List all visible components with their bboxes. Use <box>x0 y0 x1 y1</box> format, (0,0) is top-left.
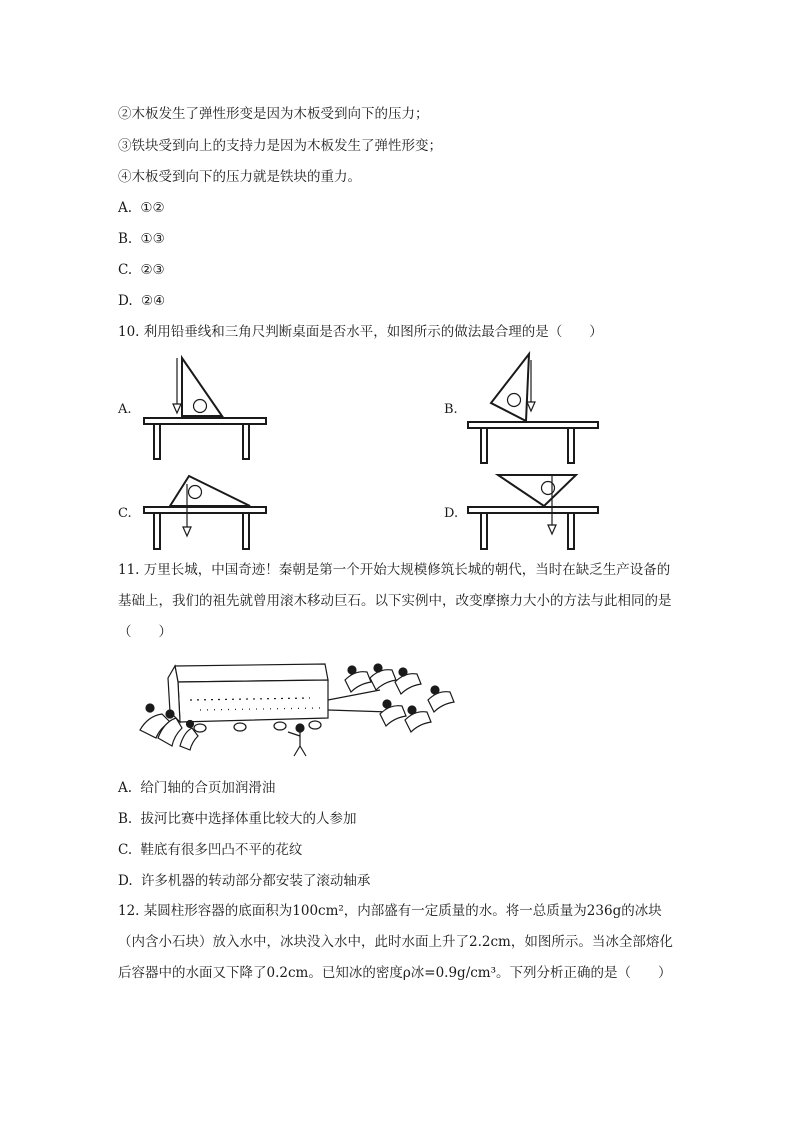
q9-option-a[interactable] <box>118 198 165 218</box>
q10-figure-c <box>140 472 270 552</box>
set-square-icon <box>170 476 250 506</box>
set-square-icon <box>182 358 222 416</box>
option-letter: D. <box>118 293 133 309</box>
q10-figure-a-label[interactable]: A. <box>118 402 132 417</box>
option-text: ①③ <box>140 231 165 247</box>
q12-stem: 12. 某圆柱形容器的底面积为100cm²，内部盛有一定质量的水。将一总质量为236g的冰块（内含小石块）放入水中，冰块没入水中，此时水面上升了2.2cm，如图所示。当冰全部熔化后容器中的水面又下降了0.2cm。已知冰的密度ρ冰=0.9g/cm³。下列分析正确的是（ ） <box>118 903 673 981</box>
q10-figure-b <box>464 352 604 464</box>
table-icon <box>468 507 598 549</box>
q11-option-c[interactable] <box>118 840 302 860</box>
q10-figure-a <box>140 356 270 461</box>
option-text: ②④ <box>140 293 166 309</box>
q10-figure-b-label[interactable]: B. <box>444 402 458 417</box>
option-text: 给门轴的合页加润滑油 <box>140 780 276 796</box>
overseer-figure-icon <box>288 724 306 756</box>
q10-figure-c-label[interactable]: C. <box>118 506 132 521</box>
q11-option-a[interactable] <box>118 778 275 798</box>
q9-statement-4: ④木板受到向下的压力就是铁块的重力。 <box>118 169 361 185</box>
q11-option-d[interactable] <box>118 871 370 891</box>
q11-great-stone-illustration <box>130 660 460 760</box>
table-icon <box>468 422 598 463</box>
option-letter: A. <box>118 780 133 796</box>
workers-pulling-icon <box>345 664 454 732</box>
option-letter: B. <box>118 231 133 247</box>
option-letter: D. <box>118 873 133 889</box>
table-icon <box>144 418 266 459</box>
q10-figure-d-label[interactable]: D. <box>444 506 459 521</box>
option-text: 鞋底有很多凹凸不平的花纹 <box>140 842 303 858</box>
option-letter: B. <box>118 811 133 827</box>
table-icon <box>144 507 266 549</box>
stone-block-icon <box>168 664 328 722</box>
ropes-icon <box>328 690 390 712</box>
q9-option-b[interactable] <box>118 229 165 249</box>
q9-option-d[interactable] <box>118 291 165 311</box>
option-letter: C. <box>118 842 133 858</box>
q10-figure-d <box>464 472 604 552</box>
set-square-icon <box>491 354 529 421</box>
q9-statement-3: ③铁块受到向上的支持力是因为木板发生了弹性形变； <box>118 138 442 154</box>
set-square-icon <box>498 475 576 506</box>
q11-stem: 11. 万里长城，中国奇迹！秦朝是第一个开始大规模修筑长城的朝代，当时在缺乏生产设备的基础上，我们的祖先就曾用滚木移动巨石。以下实例中，改变摩擦力大小的方法与此相同的是（ ） <box>118 562 672 640</box>
option-text: 许多机器的转动部分都安装了滚动轴承 <box>140 873 371 889</box>
q9-option-c[interactable] <box>118 260 165 280</box>
plumb-line-icon <box>173 358 181 413</box>
option-text: ②③ <box>140 262 165 278</box>
q10-stem: 10. 利用铅垂线和三角尺判断桌面是否水平，如图所示的做法最合理的是（ ） <box>118 324 603 340</box>
option-letter: C. <box>118 262 133 278</box>
q9-statement-2: ②木板发生了弹性形变是因为木板受到向下的压力； <box>118 106 429 122</box>
q11-option-b[interactable] <box>118 809 357 829</box>
option-text: 拔河比赛中选择体重比较大的人参加 <box>140 811 357 827</box>
option-letter: A. <box>118 200 133 216</box>
option-text: ①② <box>140 200 165 216</box>
